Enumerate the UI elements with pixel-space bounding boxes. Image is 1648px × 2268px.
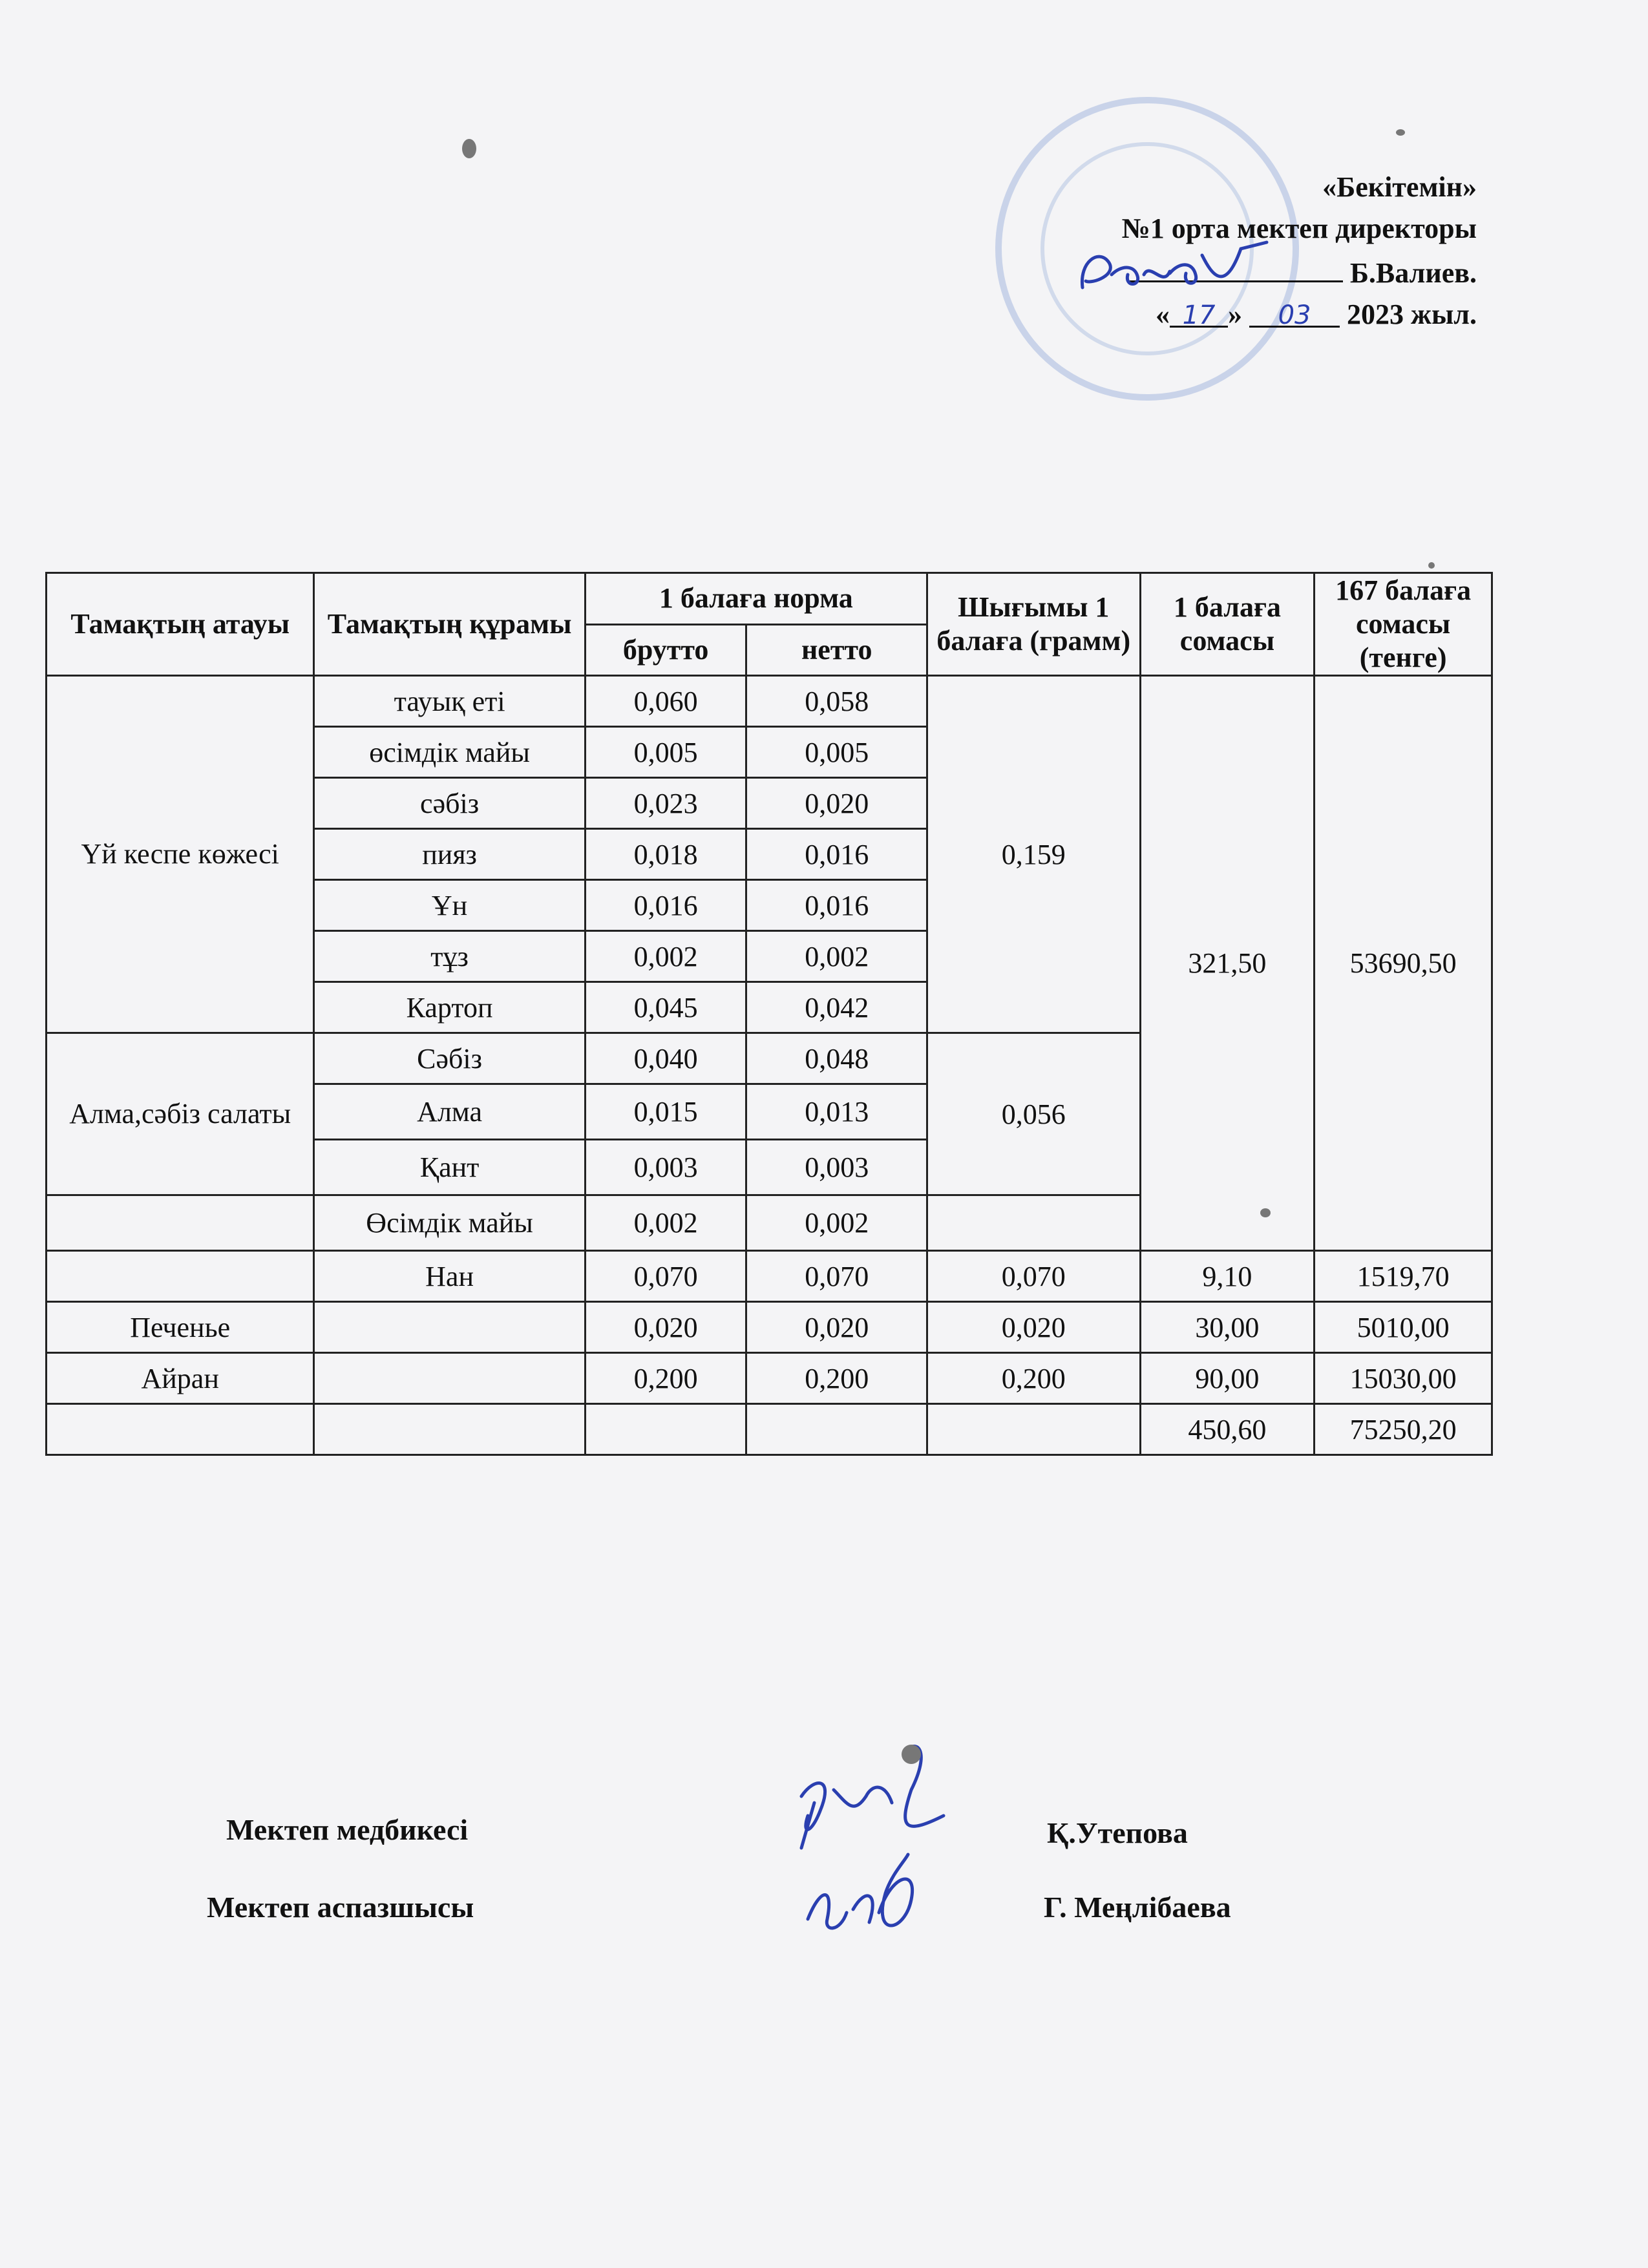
ingredient-name: Алма	[314, 1084, 585, 1140]
scan-speck	[1260, 1208, 1271, 1217]
director-signature	[1073, 236, 1293, 307]
ingredient-netto: 0,003	[746, 1140, 927, 1195]
ingredient-netto: 0,002	[746, 931, 927, 982]
food-name: Айран	[47, 1353, 314, 1404]
header-netto: нетто	[746, 624, 927, 676]
empty-cell	[585, 1404, 746, 1455]
ingredient-brutto: 0,005	[585, 727, 746, 778]
table-row	[47, 1302, 1492, 1353]
row-yield: 0,020	[927, 1302, 1140, 1353]
totals-row	[47, 1404, 1492, 1455]
ingredient-name: тұз	[314, 931, 585, 982]
approval-title: «Бекітемін»	[1322, 171, 1477, 203]
scan-speck	[1428, 562, 1435, 569]
grand-total-sum: 75250,20	[1315, 1404, 1492, 1455]
empty-cell	[927, 1195, 1140, 1251]
row-brutto: 0,200	[585, 1353, 746, 1404]
scan-speck	[1396, 129, 1405, 136]
combined-per-child-sum: 321,50	[1140, 676, 1315, 1251]
ingredient-netto: 0,020	[746, 778, 927, 829]
scan-speck	[902, 1745, 921, 1764]
header-total-sum: 167 балаға сомасы (тенге)	[1315, 573, 1492, 676]
empty-cell	[746, 1404, 927, 1455]
ingredient-name: Ұн	[314, 880, 585, 931]
date-close-quote: »	[1228, 299, 1243, 330]
header-per-child-sum: 1 балаға сомасы	[1140, 573, 1315, 676]
total-per-child-sum: 450,60	[1140, 1404, 1315, 1455]
soup-name: Үй кеспе көжесі	[47, 676, 314, 1033]
ingredient-netto: 0,042	[746, 982, 927, 1033]
row-netto: 0,200	[746, 1353, 927, 1404]
ingredient-name: Өсімдік майы	[314, 1195, 585, 1251]
ingredient-name: тауық еті	[314, 676, 585, 727]
ingredient-brutto: 0,045	[585, 982, 746, 1033]
cook-name: Г. Меңлібаева	[1044, 1891, 1231, 1924]
food-name: Печенье	[47, 1302, 314, 1353]
ingredient-brutto: 0,002	[585, 931, 746, 982]
row-yield: 0,070	[927, 1251, 1140, 1302]
row-netto: 0,020	[746, 1302, 927, 1353]
date-month: 03	[1249, 295, 1340, 328]
empty-cell	[314, 1302, 585, 1353]
header-food-name: Тамақтың атауы	[47, 573, 314, 676]
empty-cell	[314, 1353, 585, 1404]
ingredient-netto: 0,058	[746, 676, 927, 727]
table-row	[47, 676, 1492, 727]
ingredient-netto: 0,002	[746, 1195, 927, 1251]
ingredient-brutto: 0,018	[585, 829, 746, 880]
ingredient-netto: 0,005	[746, 727, 927, 778]
empty-cell	[314, 1404, 585, 1455]
ingredient-name: өсімдік майы	[314, 727, 585, 778]
nurse-role: Мектеп медбикесі	[226, 1813, 469, 1846]
row-total-sum: 15030,00	[1315, 1353, 1492, 1404]
ingredient-name: Қант	[314, 1140, 585, 1195]
ingredient-name: сәбіз	[314, 778, 585, 829]
director-name: Б.Валиев.	[1349, 257, 1477, 289]
ingredient-netto: 0,016	[746, 880, 927, 931]
empty-cell	[47, 1404, 314, 1455]
date-day: 17	[1170, 295, 1228, 328]
table-row	[47, 1251, 1492, 1302]
ingredient-brutto: 0,060	[585, 676, 746, 727]
row-total-sum: 5010,00	[1315, 1302, 1492, 1353]
ingredient-name: пияз	[314, 829, 585, 880]
empty-cell	[47, 1195, 314, 1251]
table-row	[47, 1353, 1492, 1404]
salad-name: Алма,сәбіз салаты	[47, 1033, 314, 1195]
soup-yield: 0,159	[927, 676, 1140, 1033]
ingredient-netto: 0,070	[746, 1251, 927, 1302]
row-yield: 0,200	[927, 1353, 1140, 1404]
ingredient-name: Нан	[314, 1251, 585, 1302]
ingredient-brutto: 0,070	[585, 1251, 746, 1302]
header-yield: Шығымы 1 балаға (грамм)	[927, 573, 1140, 676]
nurse-signature	[776, 1738, 969, 1854]
row-total-sum: 1519,70	[1315, 1251, 1492, 1302]
date-year: 2023 жыл.	[1347, 299, 1477, 330]
menu-table	[45, 572, 1493, 1456]
cook-signature	[795, 1848, 956, 1958]
header-norm: 1 балаға норма	[585, 573, 927, 625]
salad-yield: 0,056	[927, 1033, 1140, 1195]
row-per-child-sum: 30,00	[1140, 1302, 1315, 1353]
empty-cell	[927, 1404, 1140, 1455]
date-open-quote: «	[1156, 299, 1170, 330]
ingredient-brutto: 0,040	[585, 1033, 746, 1084]
scan-speck	[462, 139, 476, 158]
ingredient-brutto: 0,023	[585, 778, 746, 829]
header-composition: Тамақтың құрамы	[314, 573, 585, 676]
ingredient-name: Сәбіз	[314, 1033, 585, 1084]
ingredient-brutto: 0,003	[585, 1140, 746, 1195]
ingredient-brutto: 0,002	[585, 1195, 746, 1251]
ingredient-brutto: 0,016	[585, 880, 746, 931]
ingredient-brutto: 0,015	[585, 1084, 746, 1140]
approval-position: №1 орта мектеп директоры	[1121, 213, 1477, 244]
header-brutto: брутто	[585, 624, 746, 676]
cook-role: Мектеп аспазшысы	[207, 1891, 474, 1924]
combined-total-sum: 53690,50	[1315, 676, 1492, 1251]
ingredient-netto: 0,048	[746, 1033, 927, 1084]
ingredient-name: Картоп	[314, 982, 585, 1033]
row-per-child-sum: 9,10	[1140, 1251, 1315, 1302]
row-per-child-sum: 90,00	[1140, 1353, 1315, 1404]
row-brutto: 0,020	[585, 1302, 746, 1353]
ingredient-netto: 0,013	[746, 1084, 927, 1140]
empty-cell	[47, 1251, 314, 1302]
nurse-name: Қ.Утепова	[1047, 1816, 1188, 1849]
ingredient-netto: 0,016	[746, 829, 927, 880]
